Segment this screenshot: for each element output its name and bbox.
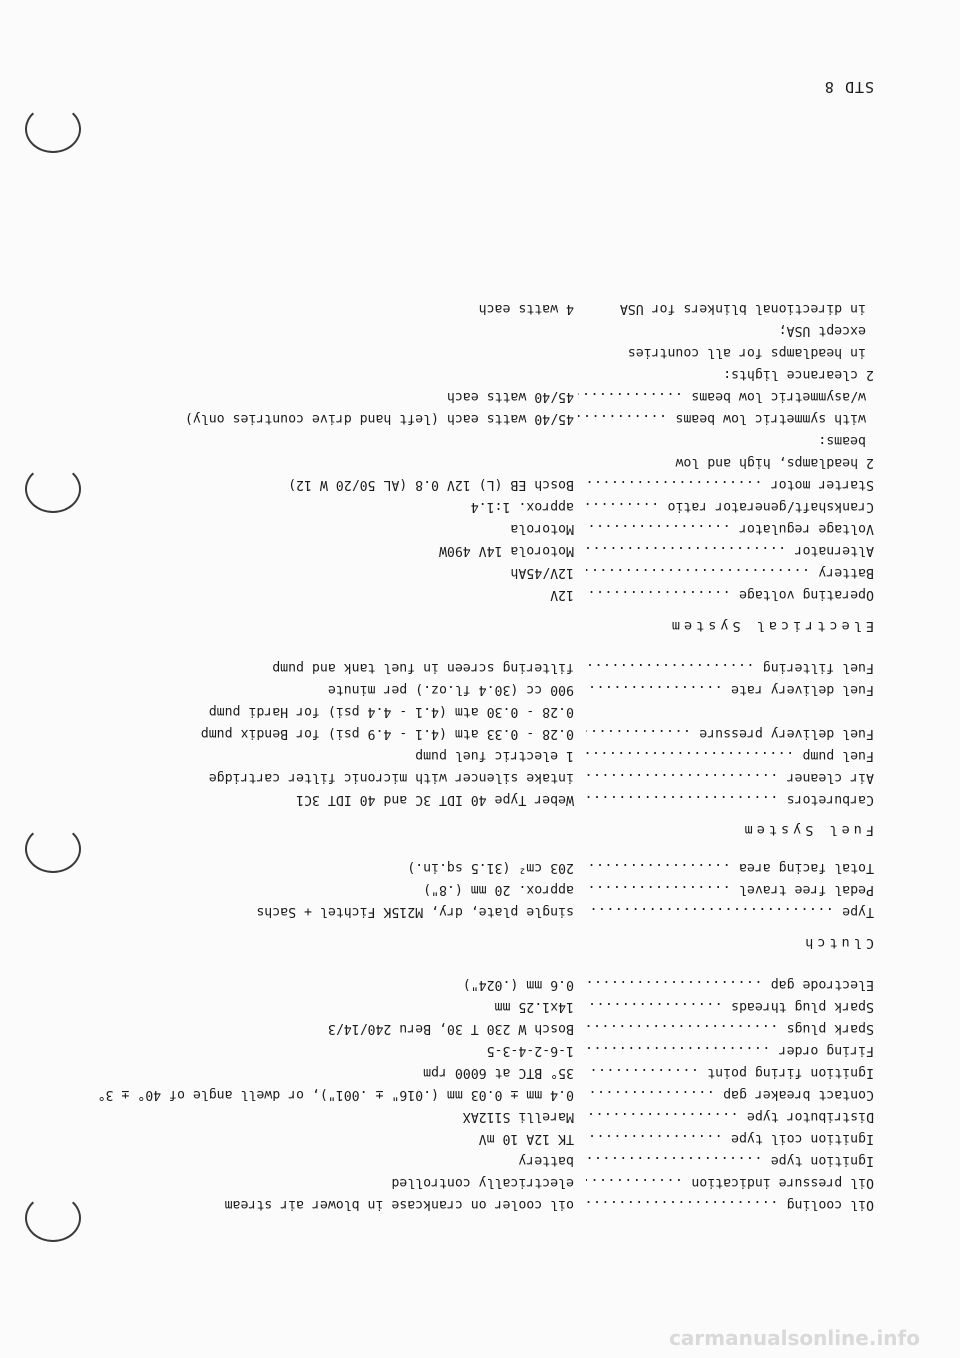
spec-value: filtering screen in fuel tank and pump — [272, 660, 574, 675]
spec-label: Fuel pump ..... — [586, 745, 874, 765]
spec-value: battery — [518, 1153, 574, 1168]
spec-row — [94, 789, 874, 809]
binder-hole-1 — [25, 105, 81, 153]
spec-label: Alternator ..... — [586, 540, 874, 560]
spec-row — [94, 386, 874, 406]
spec-label: Distributor type ..... — [586, 1106, 874, 1126]
binder-hole-3 — [25, 825, 81, 873]
spec-row — [94, 1084, 874, 1104]
binder-hole-2 — [25, 465, 81, 513]
binder-hole-4 — [25, 1194, 81, 1242]
spec-label: with symmetric low beams ..... — [578, 408, 874, 428]
spec-row — [94, 1150, 874, 1170]
spec-label: 2 clearance lights: — [723, 367, 874, 382]
spec-row — [94, 996, 874, 1016]
spec-value: 1 electric fuel pump — [415, 748, 574, 763]
spec-row — [94, 701, 874, 721]
section-heading-fuel: Fuel System — [740, 822, 874, 838]
spec-value: 0.4 mm ± 0.03 mm (.016" ± .001"), or dwell angle of 40° ± 3° — [97, 1087, 574, 1102]
spec-label: Fuel delivery pressure ..... — [586, 723, 874, 743]
spec-value: 12V/45Ah — [510, 565, 574, 580]
spec-value: approx. 1:1.4 — [470, 499, 574, 514]
spec-row — [94, 767, 874, 787]
watermark: carmanualsonline.info — [669, 1326, 920, 1350]
spec-label: except USA; — [778, 323, 866, 338]
spec-label: Oil pressure indication ..... — [586, 1172, 874, 1192]
spec-value: Bosch W 230 T 30, Beru 240/14/3 — [327, 1021, 574, 1036]
spec-row — [94, 1194, 874, 1214]
spec-value: 0.28 - 0.30 atm (4.1 - 4.4 psi) for Hardi pump — [208, 704, 574, 719]
spec-row — [94, 679, 874, 699]
spec-row — [94, 342, 874, 362]
spec-row — [94, 364, 874, 384]
spec-row — [94, 1128, 874, 1148]
spec-value: approx. 20 mm (.8") — [423, 882, 574, 897]
spec-row — [94, 518, 874, 538]
spec-value: 203 cm² (31.5 sq.in.) — [407, 860, 574, 875]
spec-label: 2 headlamps, high and low — [675, 455, 874, 470]
spec-row — [94, 745, 874, 765]
spec-value: 1-6-2-4-3-5 — [486, 1043, 574, 1058]
spec-value: electrically controlled — [391, 1175, 574, 1190]
spec-value: Weber Type 40 IDT 3C and 40 IDT 3C1 — [296, 792, 574, 807]
spec-row — [94, 657, 874, 677]
spec-label: Pedal free travel ..... — [586, 879, 874, 899]
spec-row — [94, 320, 874, 340]
spec-value: Marelli S112AX — [462, 1109, 574, 1124]
page-number: STD 8 — [823, 78, 874, 96]
spec-label: Ignition type ..... — [586, 1150, 874, 1170]
spec-value: 900 cc (30.4 fl.oz.) per minute — [327, 682, 574, 697]
spec-value: TK 12A 10 mV — [478, 1131, 574, 1146]
spec-row — [94, 452, 874, 472]
spec-label: Fuel delivery rate ..... — [586, 679, 874, 699]
spec-value: 0.6 mm (.024") — [462, 977, 574, 992]
spec-label: Air cleaner ..... — [586, 767, 874, 787]
spec-row — [94, 901, 874, 921]
spec-row — [94, 879, 874, 899]
spec-label: in headlamps for all countries — [627, 345, 866, 360]
section-heading-electrical: Electrical System — [667, 618, 874, 634]
spec-label: Electrode gap ..... — [586, 974, 874, 994]
spec-row — [94, 1062, 874, 1082]
spec-row — [94, 857, 874, 877]
spec-label: Firing order ..... — [586, 1040, 874, 1060]
spec-row — [94, 1040, 874, 1060]
spec-label: Crankshaft/generator ratio ..... — [586, 496, 874, 516]
spec-row — [94, 496, 874, 516]
spec-label: in directional blinkers for USA — [619, 301, 866, 316]
spec-row — [94, 562, 874, 582]
spec-label: w/asymmetric low beams ..... — [578, 386, 874, 406]
spec-row — [94, 474, 874, 494]
spec-value: intake silencer with micronic filter cartridge — [208, 770, 574, 785]
spec-value: Motorola — [510, 521, 574, 536]
spec-row — [94, 974, 874, 994]
spec-value: 45/40 watts each (left hand drive countries only) — [184, 411, 574, 426]
spec-row — [94, 540, 874, 560]
spec-label: Battery ..... — [586, 562, 874, 582]
spec-row — [94, 1106, 874, 1126]
spec-label: Spark plug threads ..... — [586, 996, 874, 1016]
spec-label: Carburetors ..... — [586, 789, 874, 809]
spec-row — [94, 1018, 874, 1038]
spec-label: Total facing area ..... — [586, 857, 874, 877]
spec-row — [94, 723, 874, 743]
spec-row — [94, 298, 874, 318]
spec-value: Motorola 14V 490W — [439, 543, 574, 558]
spec-label: Oil cooling ..... — [586, 1194, 874, 1214]
spec-row — [94, 408, 874, 428]
spec-label: Voltage regulator ..... — [586, 518, 874, 538]
spec-value: oil cooler on crankcase in blower air stream — [224, 1197, 574, 1212]
spec-label: Operating voltage ..... — [586, 584, 874, 604]
spec-value: 0.28 - 0.33 atm (4.1 - 4.9 psi) for Bendix pump — [200, 726, 574, 741]
spec-value: Bosch EB (L) 12V 0.8 (AL 50/20 W 12) — [288, 477, 574, 492]
spec-value: 45/40 watts each — [446, 389, 574, 404]
spec-label: Starter motor ..... — [586, 474, 874, 494]
spec-label: Fuel filtering ..... — [586, 657, 874, 677]
spec-value: 4 watts each — [478, 301, 574, 316]
section-heading-clutch: Clutch — [801, 935, 874, 951]
spec-value: 14x1.25 mm — [494, 999, 574, 1014]
spec-label: Spark plugs ..... — [586, 1018, 874, 1038]
spec-row — [94, 430, 874, 450]
spec-row — [94, 1172, 874, 1192]
spec-label: Ignition firing point ..... — [586, 1062, 874, 1082]
spec-value: single plate, dry, M215K Fichtel + Sachs — [256, 904, 574, 919]
spec-label: beams: — [818, 433, 866, 448]
spec-row — [94, 584, 874, 604]
spec-label: Type ..... — [586, 901, 874, 921]
spec-value: 35° BTC at 6000 rpm — [423, 1065, 574, 1080]
spec-label: Contact breaker gap ..... — [586, 1084, 874, 1104]
spec-value: 12V — [550, 587, 574, 602]
spec-label: Ignition coil type ..... — [586, 1128, 874, 1148]
